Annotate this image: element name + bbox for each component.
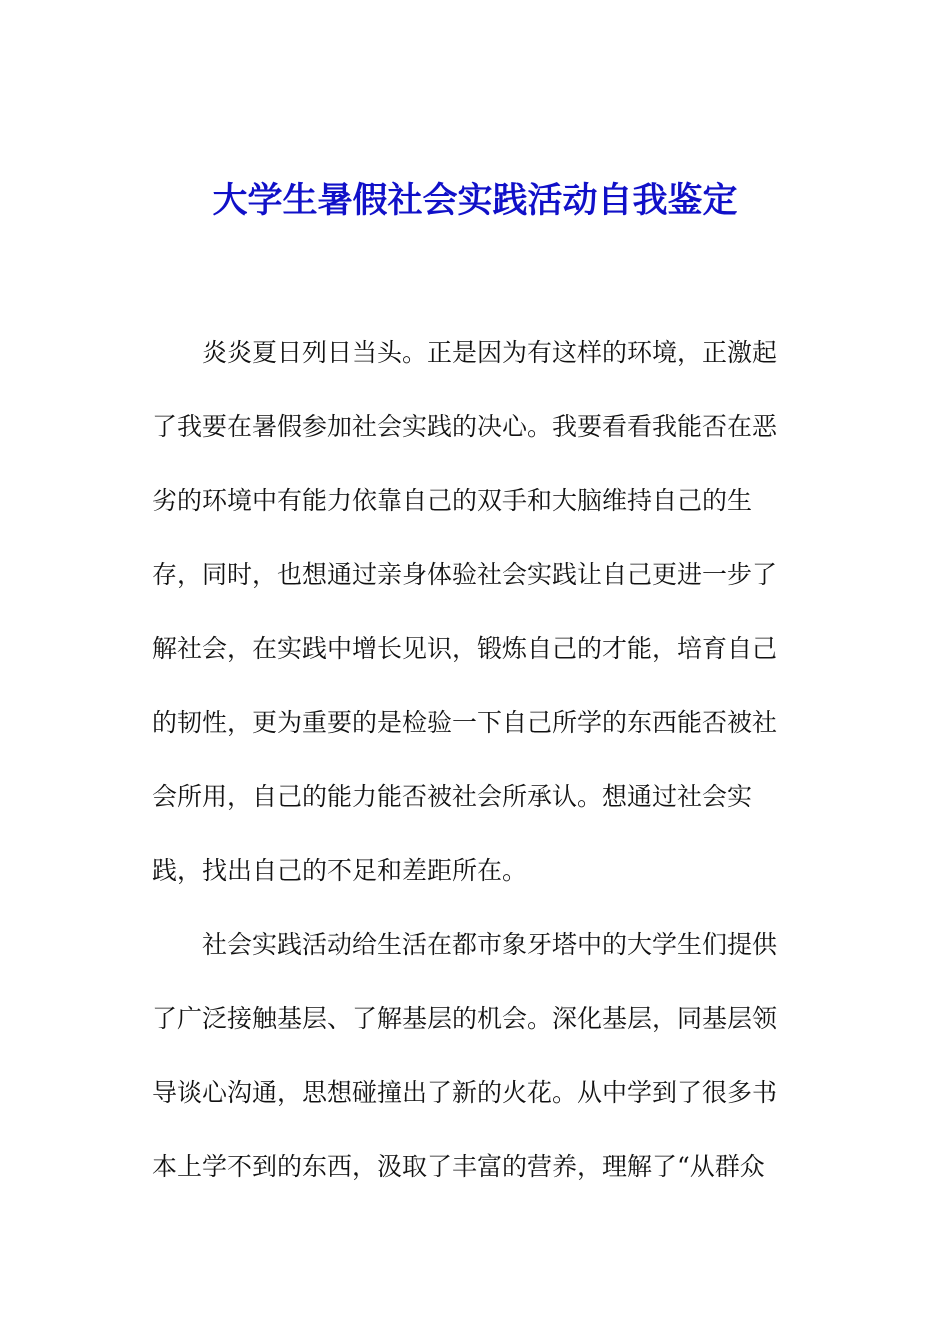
text-line: 了广泛接触基层、了解基层的机会。深化基层，同基层领 — [152, 1004, 778, 1033]
text-line: 会所用，自己的能力能否被社会所承认。想通过社会实 — [152, 782, 753, 811]
text-line: 存，同时，也想通过亲身体验社会实践让自己更进一步了 — [152, 560, 778, 589]
document-title: 大学生暑假社会实践活动自我鉴定 — [212, 180, 738, 221]
text-line: 践，找出自己的不足和差距所在。 — [152, 856, 528, 885]
text-line: 导谈心沟通，思想碰撞出了新的火花。从中学到了很多书 — [152, 1078, 778, 1107]
text-line: 劣的环境中有能力依靠自己的双手和大脑维持自己的生 — [152, 486, 753, 515]
text-line: 炎炎夏日列日当头。正是因为有这样的环境，正激起 — [152, 338, 778, 367]
text-line: 了我要在暑假参加社会实践的决心。我要看看我能否在恶 — [152, 412, 778, 441]
text-line: 社会实践活动给生活在都市象牙塔中的大学生们提供 — [152, 930, 778, 959]
text-line: 本上学不到的东西，汲取了丰富的营养，理解了“从群众 — [152, 1152, 765, 1181]
text-line: 解社会，在实践中增长见识，锻炼自己的才能，培育自己 — [152, 634, 778, 663]
text-line: 的韧性，更为重要的是检验一下自己所学的东西能否被社 — [152, 708, 778, 737]
